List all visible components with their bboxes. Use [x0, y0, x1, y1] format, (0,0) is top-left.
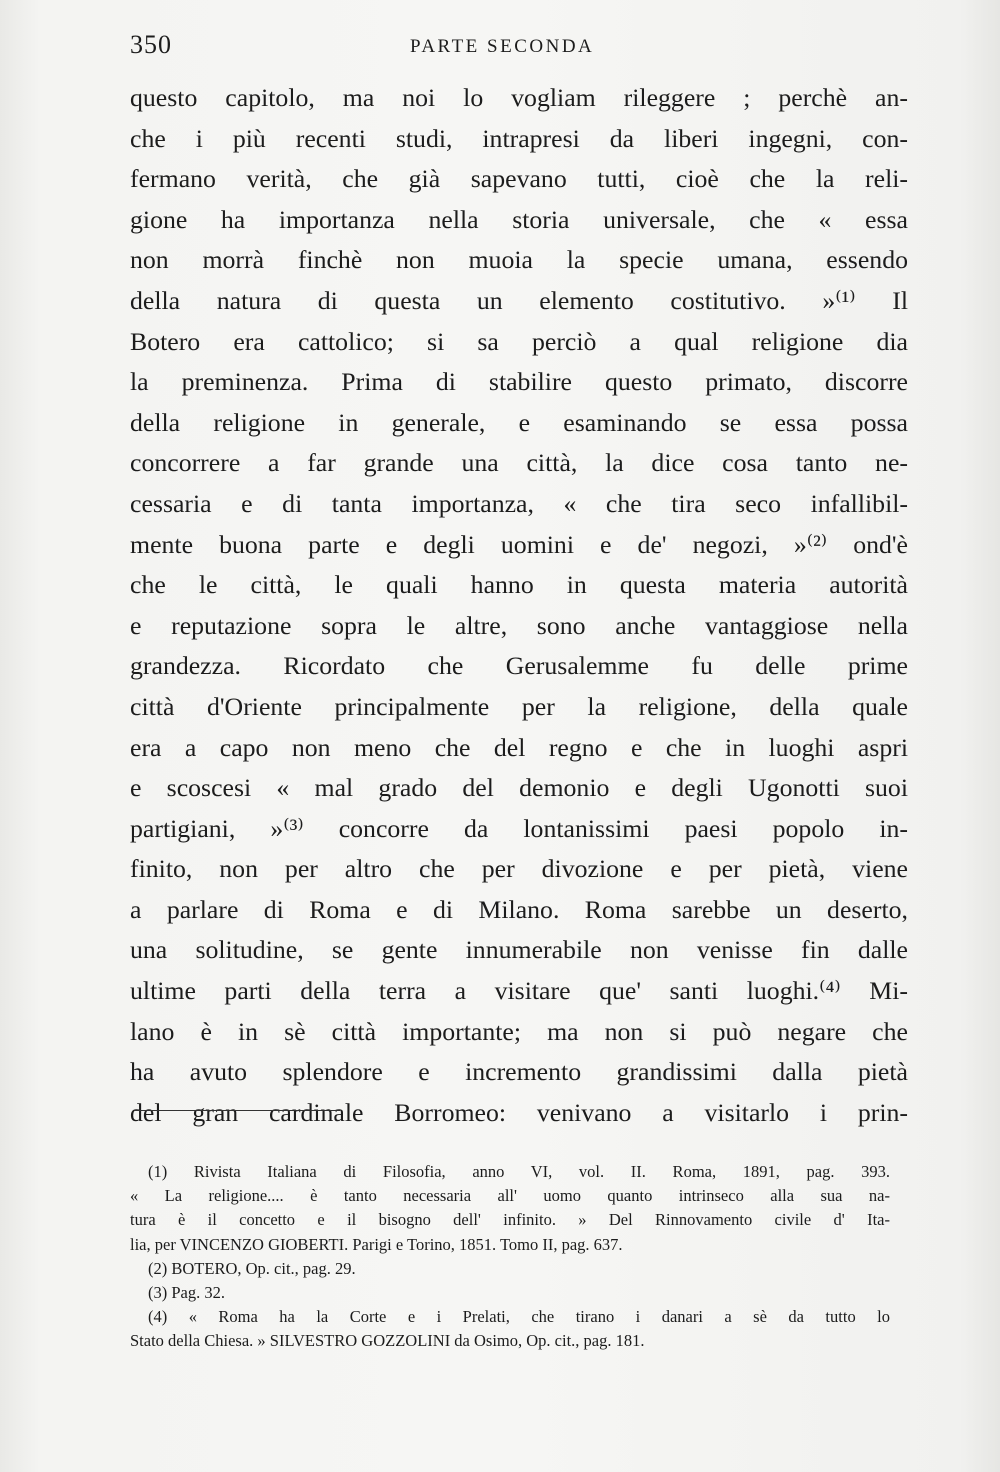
text-line: era a capo non meno che del regno e che in luoghi aspri — [130, 732, 908, 762]
text-line: non morrà finchè non muoia la specie umana, essendo — [130, 245, 908, 275]
text-line: partigiani, »⁽³⁾ concorre da lontanissimi paesi popolo in- — [130, 813, 908, 843]
text-line: una solitudine, se gente innumerabile non venisse fin dalle — [130, 935, 908, 965]
text-line: mente buona parte e degli uomini e de' negozi, »⁽²⁾ ond'è — [130, 529, 908, 559]
text-line: questo capitolo, ma noi lo vogliam rileggere ; perchè an- — [130, 83, 908, 112]
text-line: lano è in sè città importante; ma non si può negare che — [130, 1016, 908, 1046]
text-line: della natura di questa un elemento costitutivo. »⁽¹⁾ Il — [130, 285, 908, 315]
footnote-line: (4) « Roma ha la Corte e i Prelati, che tirano i danari a sè da tutto lo — [148, 1307, 890, 1327]
footnote-line: (1) Rivista Italiana di Filosofia, anno VI, vol. II. Roma, 1891, pag. 393. — [148, 1162, 890, 1181]
text-line: e scoscesi « mal grado del demonio e degli Ugonotti suoi — [130, 773, 908, 803]
footnote-line: (2) BOTERO, Op. cit., pag. 29. — [148, 1258, 356, 1278]
text-line: cessaria e di tanta importanza, « che tira seco infallibil- — [130, 488, 908, 518]
text-line: Botero era cattolico; si sa perciò a qual religione dia — [130, 326, 908, 356]
text-line: finito, non per altro che per divozione e per pietà, viene — [130, 854, 908, 884]
text-line: che le città, le quali hanno in questa materia autorità — [130, 570, 908, 600]
footnote-line: lia, per VINCENZO GIOBERTI. Parigi e Torino, 1851. Tomo II, pag. 637. — [130, 1234, 623, 1254]
text-line: che i più recenti studi, intrapresi da liberi ingegni, con- — [130, 123, 908, 153]
body-text — [130, 78, 908, 1133]
text-line: fermano verità, che già sapevano tutti, cioè che la reli- — [130, 164, 908, 194]
text-line: gione ha importanza nella storia universale, che « essa — [130, 204, 908, 234]
footnote-line: Stato della Chiesa. » SILVESTRO GOZZOLINI da Osimo, Op. cit., pag. 181. — [130, 1331, 645, 1351]
page-number: 350 — [130, 30, 172, 59]
footnote-rule — [135, 1110, 340, 1111]
text-line: del gran cardinale Borromeo: venivano a visitarlo i prin- — [130, 1097, 908, 1127]
text-line: città d'Oriente principalmente per la religione, della quale — [130, 691, 908, 721]
text-line: grandezza. Ricordato che Gerusalemme fu delle prime — [130, 651, 908, 681]
footnotes — [130, 1160, 890, 1354]
running-head: PARTE SECONDA — [410, 36, 595, 57]
footnote-line: « La religione.... è tanto necessaria all' uomo quanto intrinseco alla sua na- — [130, 1186, 890, 1206]
text-line: concorrere a far grande una città, la dice cosa tanto ne- — [130, 448, 908, 478]
footnote-line: tura è il concetto e il bisogno dell' infinito. » Del Rinnovamento civile d' Ita- — [130, 1210, 890, 1230]
text-line: e reputazione sopra le altre, sono anche vantaggiose nella — [130, 610, 908, 640]
text-line: ultime parti della terra a visitare que' santi luoghi.⁽⁴⁾ Mi- — [130, 976, 908, 1006]
text-line: a parlare di Roma e di Milano. Roma sarebbe un deserto, — [130, 894, 908, 924]
footnote-line: (3) Pag. 32. — [148, 1282, 225, 1302]
text-line: ha avuto splendore e incremento grandissimi dalla pietà — [130, 1057, 908, 1087]
text-line: la preminenza. Prima di stabilire questo primato, discorre — [130, 367, 908, 397]
page-header — [130, 22, 910, 62]
text-line: della religione in generale, e esaminando se essa possa — [130, 407, 908, 437]
